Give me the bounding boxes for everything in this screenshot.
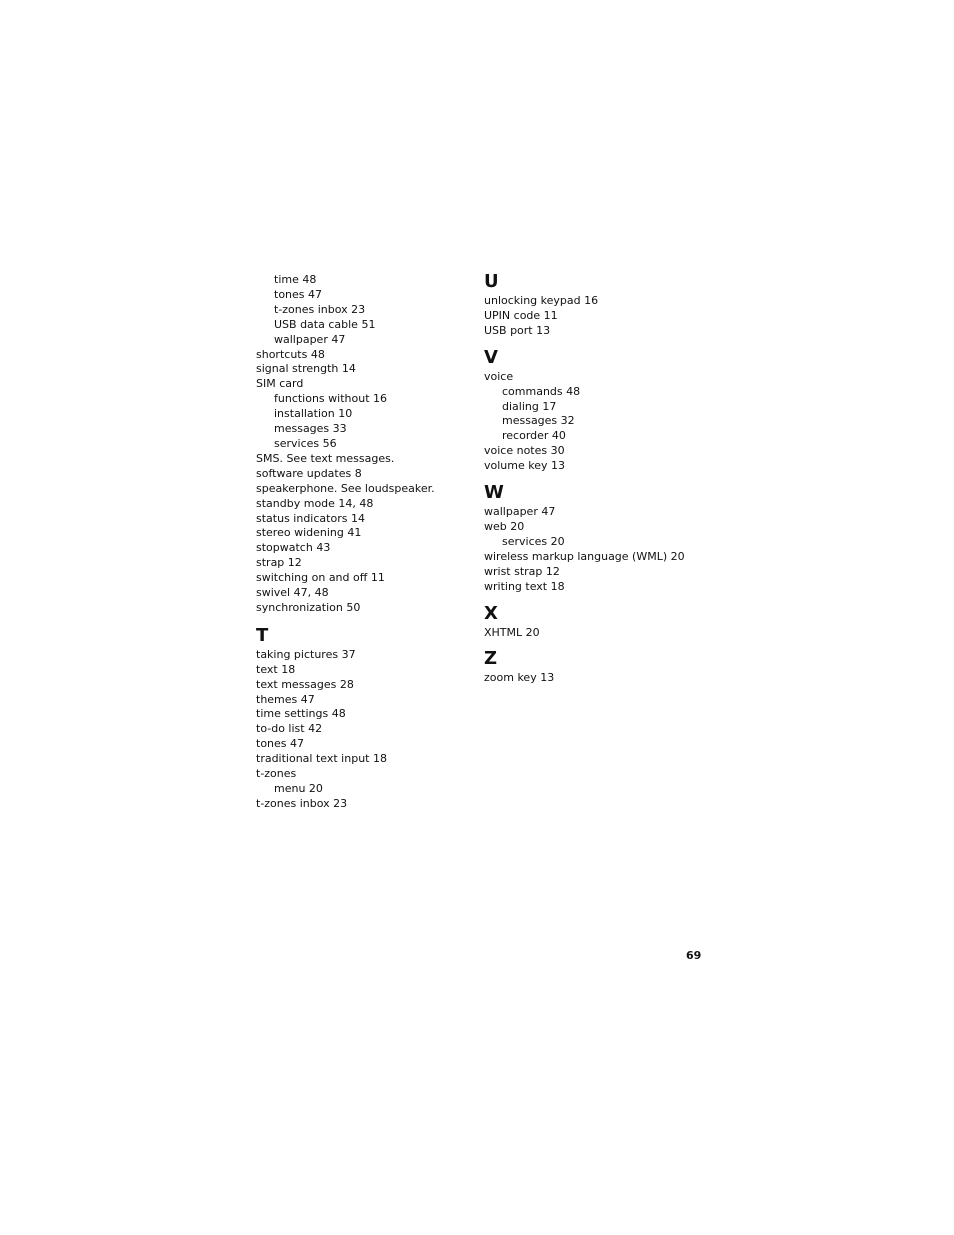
index-entry: t-zones: [256, 767, 297, 781]
section-letter: X: [484, 602, 498, 624]
index-entry: USB port 13: [484, 323, 551, 337]
index-entry: zoom key 13: [484, 671, 555, 685]
index-entry: standby mode 14, 48: [256, 496, 374, 510]
index-subentry: messages 32: [502, 414, 575, 428]
section-letter: U: [484, 271, 499, 292]
index-section-u: [484, 272, 685, 339]
index-entry: speakerphone. See loudspeaker.: [256, 481, 435, 495]
index-entry: voice: [484, 369, 514, 383]
index-subentry: messages 33: [274, 422, 347, 436]
index-subentry: USB data cable 51: [274, 317, 376, 331]
index-entry: unlocking keypad 16: [484, 294, 599, 307]
section-letter: W: [484, 482, 504, 504]
index-subentry: commands 48: [502, 384, 581, 398]
index-column-left: [256, 273, 435, 812]
section-letter: Z: [484, 648, 498, 670]
index-column-right: [484, 272, 685, 686]
index-subentry: dialing 17: [502, 399, 557, 413]
section-entries: [484, 626, 685, 641]
index-entry: time settings 48: [256, 707, 346, 721]
index-section-t: [256, 626, 435, 812]
index-entry: web 20: [484, 519, 525, 533]
index-subentry: tones 47: [274, 287, 323, 301]
index-entry: themes 47: [256, 692, 315, 706]
index-subentry: installation 10: [274, 407, 353, 421]
index-entry: XHTML 20: [484, 625, 540, 639]
index-entry: switching on and off 11: [256, 571, 385, 585]
index-subentry: menu 20: [274, 782, 323, 795]
section-letter: T: [256, 624, 269, 646]
index-entry: stopwatch 43: [256, 541, 331, 555]
index-entry: status indicators 14: [256, 511, 365, 525]
index-subentry: wallpaper 47: [274, 332, 346, 346]
section-letter: V: [484, 346, 498, 368]
index-section-v: [484, 348, 685, 474]
index-entry: SMS. See text messages.: [256, 451, 395, 465]
index-subentry: services 20: [502, 534, 565, 548]
index-section-z: [484, 649, 685, 686]
index-entry: swivel 47, 48: [256, 586, 329, 600]
index-entry: wallpaper 47: [484, 505, 556, 519]
index-entry: voice notes 30: [484, 444, 565, 458]
index-subentry: time 48: [274, 273, 317, 286]
index-entry: SIM card: [256, 377, 304, 391]
index-entry: volume key 13: [484, 459, 565, 473]
index-subentry: t-zones inbox 23: [274, 302, 366, 316]
index-entry: UPIN code 11: [484, 308, 558, 322]
index-subentry: services 56: [274, 436, 337, 450]
index-section-w: [484, 483, 685, 594]
index-subentry: recorder 40: [502, 429, 566, 443]
section-entries: [484, 505, 685, 594]
index-entry: software updates 8: [256, 466, 362, 480]
index-entry: writing text 18: [484, 579, 565, 593]
index-entry: wireless markup language (WML) 20: [484, 549, 685, 563]
page-number: 69: [686, 949, 702, 962]
section-entries: [256, 648, 435, 812]
index-entry: synchronization 50: [256, 600, 361, 614]
index-entry: to-do list 42: [256, 722, 323, 736]
index-section-x: [484, 604, 685, 641]
index-entry: strap 12: [256, 556, 302, 570]
index-subentry: functions without 16: [274, 392, 388, 406]
index-entry: text 18: [256, 662, 296, 676]
index-entry: t-zones inbox 23: [256, 796, 348, 810]
index-entry: taking pictures 37: [256, 647, 356, 661]
index-entry: shortcuts 48: [256, 347, 325, 361]
index-entry: stereo widening 41: [256, 526, 362, 540]
section-entries: [484, 671, 685, 686]
index-entry: signal strength 14: [256, 362, 356, 376]
continued-entries: [256, 273, 435, 616]
index-entry: tones 47: [256, 737, 305, 751]
index-entry: wrist strap 12: [484, 564, 560, 578]
index-entry: text messages 28: [256, 677, 354, 691]
section-entries: [484, 294, 685, 339]
index-entry: traditional text input 18: [256, 752, 387, 766]
section-entries: [484, 370, 685, 474]
